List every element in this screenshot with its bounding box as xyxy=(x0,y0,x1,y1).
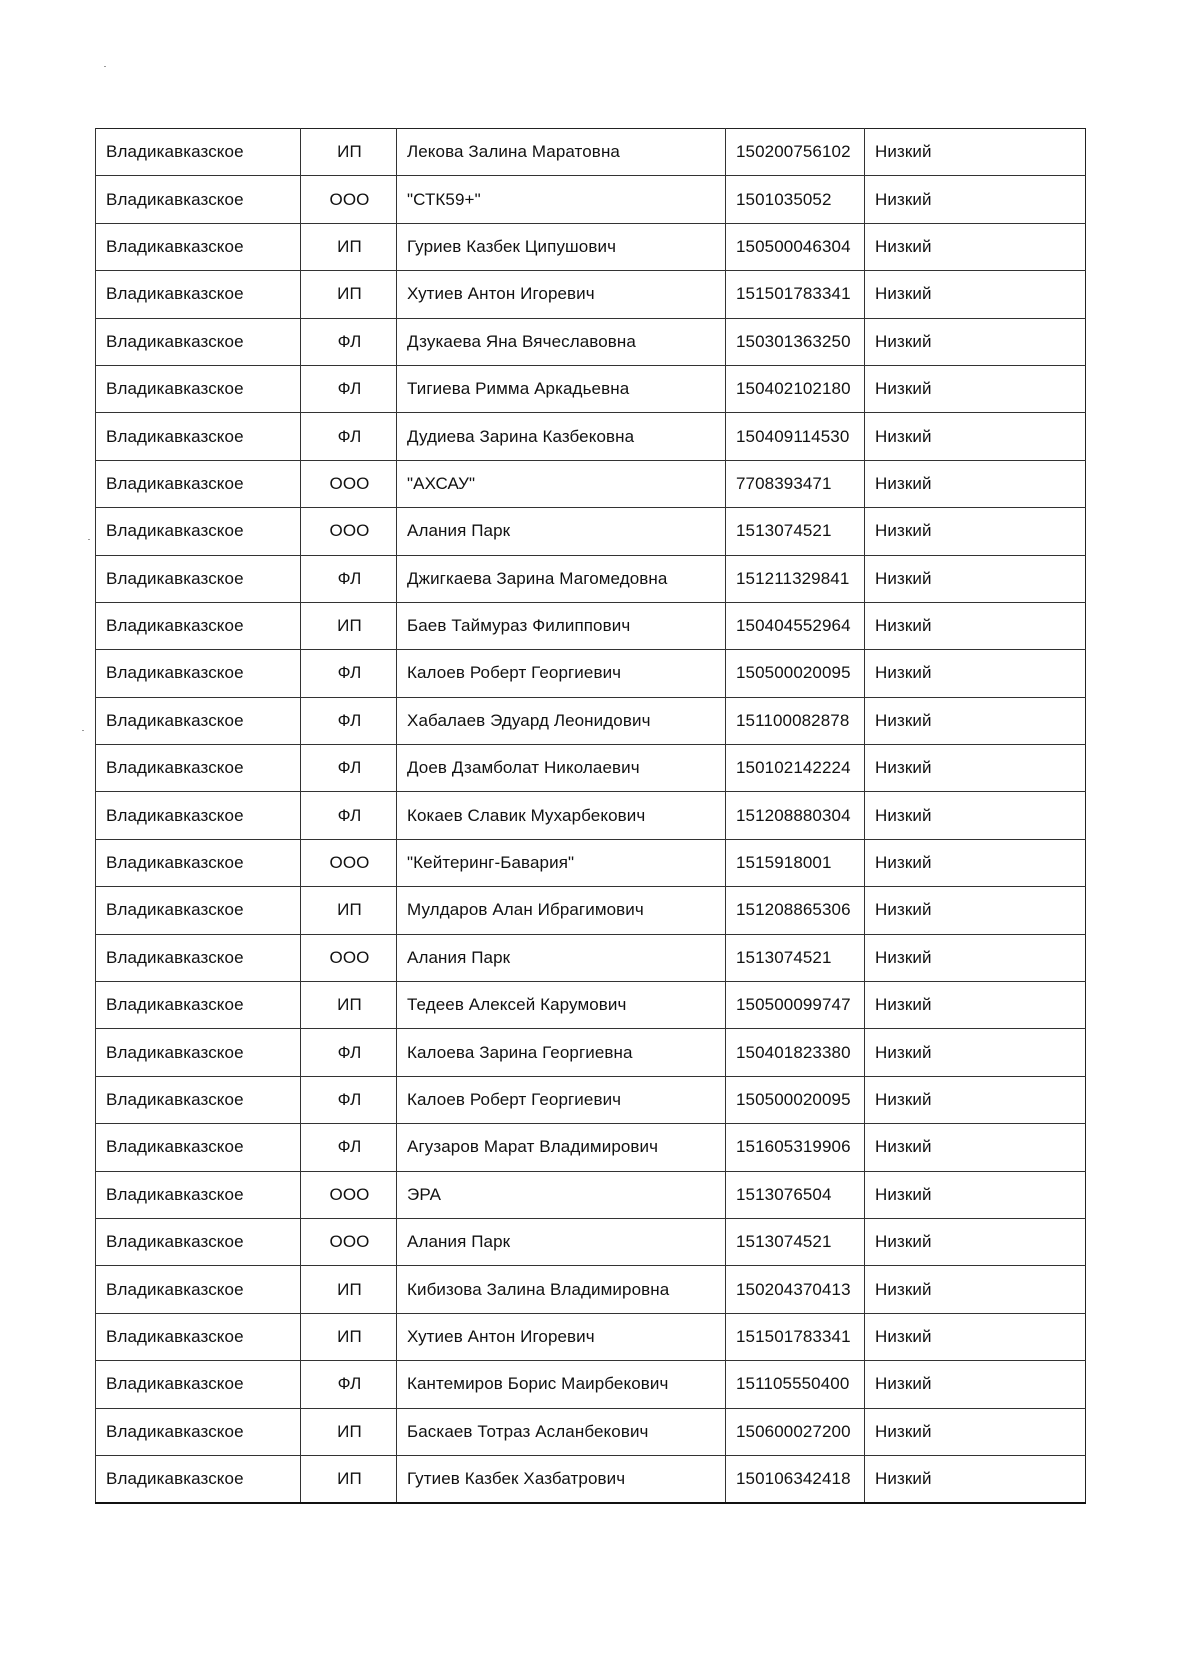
legal-form-cell: ФЛ xyxy=(301,1076,397,1123)
inn-cell: 150106342418 xyxy=(726,1455,865,1503)
risk-level-cell: Низкий xyxy=(865,1076,1086,1123)
taxpayer-name-cell: Джигкаева Зарина Магомедовна xyxy=(397,555,726,602)
risk-level-cell: Низкий xyxy=(865,982,1086,1029)
inn-cell: 151208880304 xyxy=(726,792,865,839)
inn-cell: 151501783341 xyxy=(726,271,865,318)
district-cell: Владикавказское xyxy=(96,1313,301,1360)
inn-cell: 151501783341 xyxy=(726,1313,865,1360)
taxpayer-name-cell: Баев Таймураз Филиппович xyxy=(397,602,726,649)
table-row xyxy=(96,934,1086,981)
table-row xyxy=(96,887,1086,934)
taxpayer-name-cell: Дзукаева Яна Вячеславовна xyxy=(397,318,726,365)
table-row xyxy=(96,1455,1086,1503)
risk-level-cell: Низкий xyxy=(865,602,1086,649)
legal-form-cell: ИП xyxy=(301,271,397,318)
risk-level-cell: Низкий xyxy=(865,413,1086,460)
legal-form-cell: ФЛ xyxy=(301,365,397,412)
district-cell: Владикавказское xyxy=(96,697,301,744)
taxpayer-name-cell: Доев Дзамболат Николаевич xyxy=(397,745,726,792)
risk-level-cell: Низкий xyxy=(865,1029,1086,1076)
table-row xyxy=(96,223,1086,270)
table-row xyxy=(96,555,1086,602)
table-row xyxy=(96,1361,1086,1408)
district-cell: Владикавказское xyxy=(96,1076,301,1123)
district-cell: Владикавказское xyxy=(96,223,301,270)
inn-cell: 151605319906 xyxy=(726,1124,865,1171)
table-row xyxy=(96,745,1086,792)
district-cell: Владикавказское xyxy=(96,365,301,412)
inn-cell: 150500020095 xyxy=(726,650,865,697)
inn-cell: 1513074521 xyxy=(726,508,865,555)
taxpayer-name-cell: Дудиева Зарина Казбековна xyxy=(397,413,726,460)
inn-cell: 151105550400 xyxy=(726,1361,865,1408)
table-row xyxy=(96,271,1086,318)
legal-form-cell: ИП xyxy=(301,887,397,934)
inn-cell: 150500099747 xyxy=(726,982,865,1029)
inn-cell: 151100082878 xyxy=(726,697,865,744)
risk-level-cell: Низкий xyxy=(865,1124,1086,1171)
inn-cell: 150200756102 xyxy=(726,129,865,176)
district-cell: Владикавказское xyxy=(96,1361,301,1408)
legal-form-cell: ИП xyxy=(301,602,397,649)
legal-form-cell: ООО xyxy=(301,460,397,507)
taxpayer-name-cell: Тигиева Римма Аркадьевна xyxy=(397,365,726,412)
table-row xyxy=(96,1171,1086,1218)
inn-cell: 150500020095 xyxy=(726,1076,865,1123)
risk-level-cell: Низкий xyxy=(865,745,1086,792)
legal-form-cell: ИП xyxy=(301,1313,397,1360)
risk-level-cell: Низкий xyxy=(865,223,1086,270)
district-cell: Владикавказское xyxy=(96,1124,301,1171)
table-row xyxy=(96,1076,1086,1123)
taxpayer-name-cell: Хутиев Антон Игоревич xyxy=(397,271,726,318)
inn-cell: 150404552964 xyxy=(726,602,865,649)
risk-level-cell: Низкий xyxy=(865,1266,1086,1313)
inn-cell: 1515918001 xyxy=(726,839,865,886)
taxpayer-name-cell: Гуриев Казбек Ципушович xyxy=(397,223,726,270)
risk-level-cell: Низкий xyxy=(865,697,1086,744)
district-cell: Владикавказское xyxy=(96,792,301,839)
legal-form-cell: ООО xyxy=(301,839,397,886)
table-row xyxy=(96,1124,1086,1171)
district-cell: Владикавказское xyxy=(96,745,301,792)
table-row xyxy=(96,129,1086,176)
inn-cell: 150402102180 xyxy=(726,365,865,412)
taxpayer-name-cell: Алания Парк xyxy=(397,934,726,981)
risk-level-cell: Низкий xyxy=(865,176,1086,223)
inn-cell: 1513076504 xyxy=(726,1171,865,1218)
table-row xyxy=(96,1266,1086,1313)
legal-form-cell: ФЛ xyxy=(301,555,397,602)
legal-form-cell: ИП xyxy=(301,1266,397,1313)
inn-cell: 150401823380 xyxy=(726,1029,865,1076)
taxpayer-name-cell: Калоев Роберт Георгиевич xyxy=(397,1076,726,1123)
risk-level-cell: Низкий xyxy=(865,508,1086,555)
taxpayer-name-cell: Баскаев Тотраз Асланбекович xyxy=(397,1408,726,1455)
legal-form-cell: ООО xyxy=(301,508,397,555)
risk-level-cell: Низкий xyxy=(865,460,1086,507)
taxpayer-name-cell: Алания Парк xyxy=(397,1218,726,1265)
scan-speck xyxy=(104,66,106,67)
table-row xyxy=(96,1218,1086,1265)
risk-level-cell: Низкий xyxy=(865,365,1086,412)
inn-cell: 150409114530 xyxy=(726,413,865,460)
risk-level-cell: Низкий xyxy=(865,792,1086,839)
taxpayer-name-cell: Кантемиров Борис Маирбекович xyxy=(397,1361,726,1408)
table-row xyxy=(96,1408,1086,1455)
risk-level-cell: Низкий xyxy=(865,887,1086,934)
table-row xyxy=(96,602,1086,649)
taxpayer-name-cell: Мулдаров Алан Ибрагимович xyxy=(397,887,726,934)
legal-form-cell: ООО xyxy=(301,176,397,223)
risk-level-cell: Низкий xyxy=(865,1455,1086,1503)
district-cell: Владикавказское xyxy=(96,650,301,697)
taxpayer-name-cell: Калоев Роберт Георгиевич xyxy=(397,650,726,697)
district-cell: Владикавказское xyxy=(96,1455,301,1503)
risk-level-cell: Низкий xyxy=(865,271,1086,318)
taxpayer-name-cell: Алания Парк xyxy=(397,508,726,555)
inn-cell: 150102142224 xyxy=(726,745,865,792)
table-row xyxy=(96,413,1086,460)
legal-form-cell: ООО xyxy=(301,1218,397,1265)
taxpayer-name-cell: Гутиев Казбек Хазбатрович xyxy=(397,1455,726,1503)
legal-form-cell: ИП xyxy=(301,1408,397,1455)
inn-cell: 151211329841 xyxy=(726,555,865,602)
inn-cell: 150600027200 xyxy=(726,1408,865,1455)
inn-cell: 150301363250 xyxy=(726,318,865,365)
legal-form-cell: ФЛ xyxy=(301,318,397,365)
risk-level-cell: Низкий xyxy=(865,839,1086,886)
table-row xyxy=(96,365,1086,412)
scan-speck xyxy=(88,539,90,540)
risk-level-cell: Низкий xyxy=(865,555,1086,602)
district-cell: Владикавказское xyxy=(96,1171,301,1218)
district-cell: Владикавказское xyxy=(96,839,301,886)
legal-form-cell: ООО xyxy=(301,1171,397,1218)
district-cell: Владикавказское xyxy=(96,129,301,176)
taxpayer-name-cell: Лекова Залина Маратовна xyxy=(397,129,726,176)
table-row xyxy=(96,176,1086,223)
district-cell: Владикавказское xyxy=(96,887,301,934)
table-row xyxy=(96,1029,1086,1076)
table-row xyxy=(96,460,1086,507)
legal-form-cell: ФЛ xyxy=(301,745,397,792)
scan-speck xyxy=(82,730,84,731)
legal-form-cell: ИП xyxy=(301,129,397,176)
taxpayer-name-cell: ЭРА xyxy=(397,1171,726,1218)
district-cell: Владикавказское xyxy=(96,413,301,460)
registry-table-body xyxy=(96,129,1086,1504)
taxpayer-name-cell: Кибизова Залина Владимировна xyxy=(397,1266,726,1313)
taxpayer-name-cell: "СТК59+" xyxy=(397,176,726,223)
legal-form-cell: ФЛ xyxy=(301,792,397,839)
inn-cell: 1513074521 xyxy=(726,1218,865,1265)
legal-form-cell: ФЛ xyxy=(301,1124,397,1171)
district-cell: Владикавказское xyxy=(96,508,301,555)
district-cell: Владикавказское xyxy=(96,271,301,318)
table-row xyxy=(96,982,1086,1029)
inn-cell: 1513074521 xyxy=(726,934,865,981)
district-cell: Владикавказское xyxy=(96,1218,301,1265)
taxpayer-name-cell: "АХСАУ" xyxy=(397,460,726,507)
district-cell: Владикавказское xyxy=(96,982,301,1029)
legal-form-cell: ООО xyxy=(301,934,397,981)
inn-cell: 1501035052 xyxy=(726,176,865,223)
table-row xyxy=(96,1313,1086,1360)
table-row xyxy=(96,839,1086,886)
risk-level-cell: Низкий xyxy=(865,1171,1086,1218)
registry-table xyxy=(95,128,1086,1504)
legal-form-cell: ФЛ xyxy=(301,697,397,744)
risk-level-cell: Низкий xyxy=(865,129,1086,176)
risk-level-cell: Низкий xyxy=(865,1361,1086,1408)
risk-level-cell: Низкий xyxy=(865,1313,1086,1360)
legal-form-cell: ИП xyxy=(301,982,397,1029)
inn-cell: 150204370413 xyxy=(726,1266,865,1313)
district-cell: Владикавказское xyxy=(96,1029,301,1076)
legal-form-cell: ФЛ xyxy=(301,1029,397,1076)
risk-level-cell: Низкий xyxy=(865,318,1086,365)
risk-level-cell: Низкий xyxy=(865,1218,1086,1265)
legal-form-cell: ИП xyxy=(301,1455,397,1503)
table-row xyxy=(96,697,1086,744)
legal-form-cell: ИП xyxy=(301,223,397,270)
taxpayer-name-cell: Хутиев Антон Игоревич xyxy=(397,1313,726,1360)
district-cell: Владикавказское xyxy=(96,602,301,649)
district-cell: Владикавказское xyxy=(96,460,301,507)
inn-cell: 7708393471 xyxy=(726,460,865,507)
inn-cell: 150500046304 xyxy=(726,223,865,270)
risk-level-cell: Низкий xyxy=(865,1408,1086,1455)
inn-cell: 151208865306 xyxy=(726,887,865,934)
table-row xyxy=(96,318,1086,365)
taxpayer-name-cell: Агузаров Марат Владимирович xyxy=(397,1124,726,1171)
district-cell: Владикавказское xyxy=(96,318,301,365)
taxpayer-name-cell: Калоева Зарина Георгиевна xyxy=(397,1029,726,1076)
district-cell: Владикавказское xyxy=(96,1408,301,1455)
district-cell: Владикавказское xyxy=(96,176,301,223)
table-row xyxy=(96,508,1086,555)
risk-level-cell: Низкий xyxy=(865,650,1086,697)
legal-form-cell: ФЛ xyxy=(301,413,397,460)
taxpayer-name-cell: Кокаев Славик Мухарбекович xyxy=(397,792,726,839)
district-cell: Владикавказское xyxy=(96,555,301,602)
legal-form-cell: ФЛ xyxy=(301,1361,397,1408)
taxpayer-name-cell: "Кейтеринг-Бавария" xyxy=(397,839,726,886)
risk-level-cell: Низкий xyxy=(865,934,1086,981)
taxpayer-name-cell: Хабалаев Эдуард Леонидович xyxy=(397,697,726,744)
table-row xyxy=(96,650,1086,697)
district-cell: Владикавказское xyxy=(96,934,301,981)
legal-form-cell: ФЛ xyxy=(301,650,397,697)
table-row xyxy=(96,792,1086,839)
taxpayer-name-cell: Тедеев Алексей Карумович xyxy=(397,982,726,1029)
district-cell: Владикавказское xyxy=(96,1266,301,1313)
